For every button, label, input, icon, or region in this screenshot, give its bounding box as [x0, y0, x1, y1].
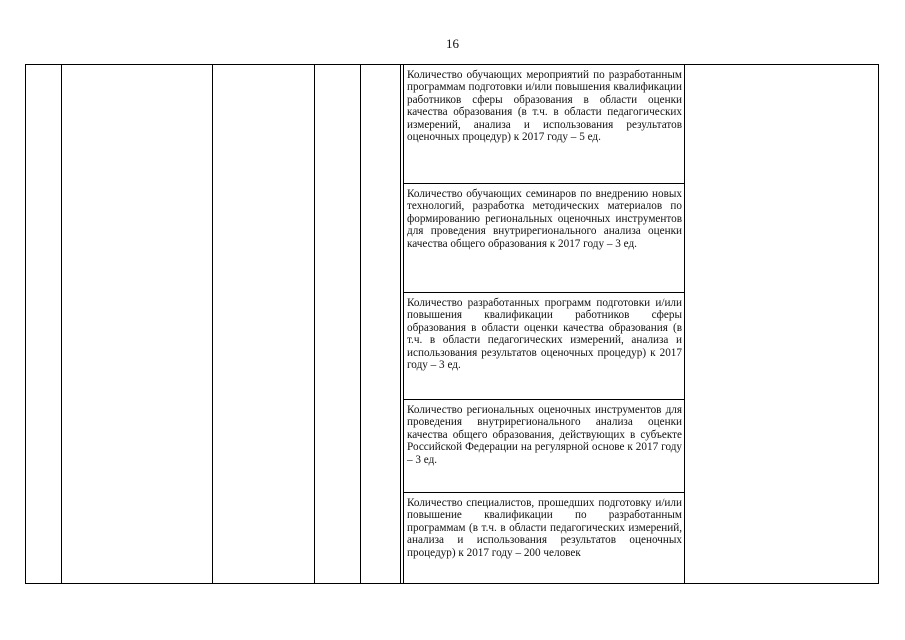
- indicators-column: [404, 65, 684, 583]
- indicator-cell: Количество разработанных программ подготовки и/или повышения квалификации работников сферы образования в области оценки качества образования (в т.ч. в области педагогических измерений, анализа и использования результатов оценочных процедур) к 2017 году – 3 ед.: [407, 297, 682, 372]
- indicator-cell: Количество региональных оценочных инструментов для проведения внутрирегионального анализа оценки качества общего образования, действующих в субъекте Российской Федерации на регулярной основе к 2017 году – 3 ед.: [407, 404, 682, 466]
- indicator-cell: Количество обучающих семинаров по внедрению новых технологий, разработка методических материалов по формированию региональных оценочных инструментов для проведения внутрирегионального анализа оценки качества общего образования к 2017 году – 3 ед.: [407, 188, 682, 250]
- column-divider: [212, 65, 213, 583]
- indicator-cell: Количество обучающих мероприятий по разработанным программам подготовки и/или повышения квалификации работников сферы образования в области оценки качества образования (в т.ч. в области педагогических измерений, анализа и использования результатов оценочных процедур) к 2017 году – 5 ед.: [407, 69, 682, 144]
- document-table: [25, 64, 879, 584]
- page-number: 16: [446, 36, 459, 51]
- column-divider: [684, 65, 685, 583]
- column-divider: [61, 65, 62, 583]
- column-divider: [314, 65, 315, 583]
- indicator-cell: Количество специалистов, прошедших подготовку и/или повышение квалификации по разработанным программам (в т.ч. в области педагогических измерений, анализа и использования результатов оценочных процедур) к 2017 году – 200 человек: [407, 497, 682, 559]
- column-divider: [360, 65, 361, 583]
